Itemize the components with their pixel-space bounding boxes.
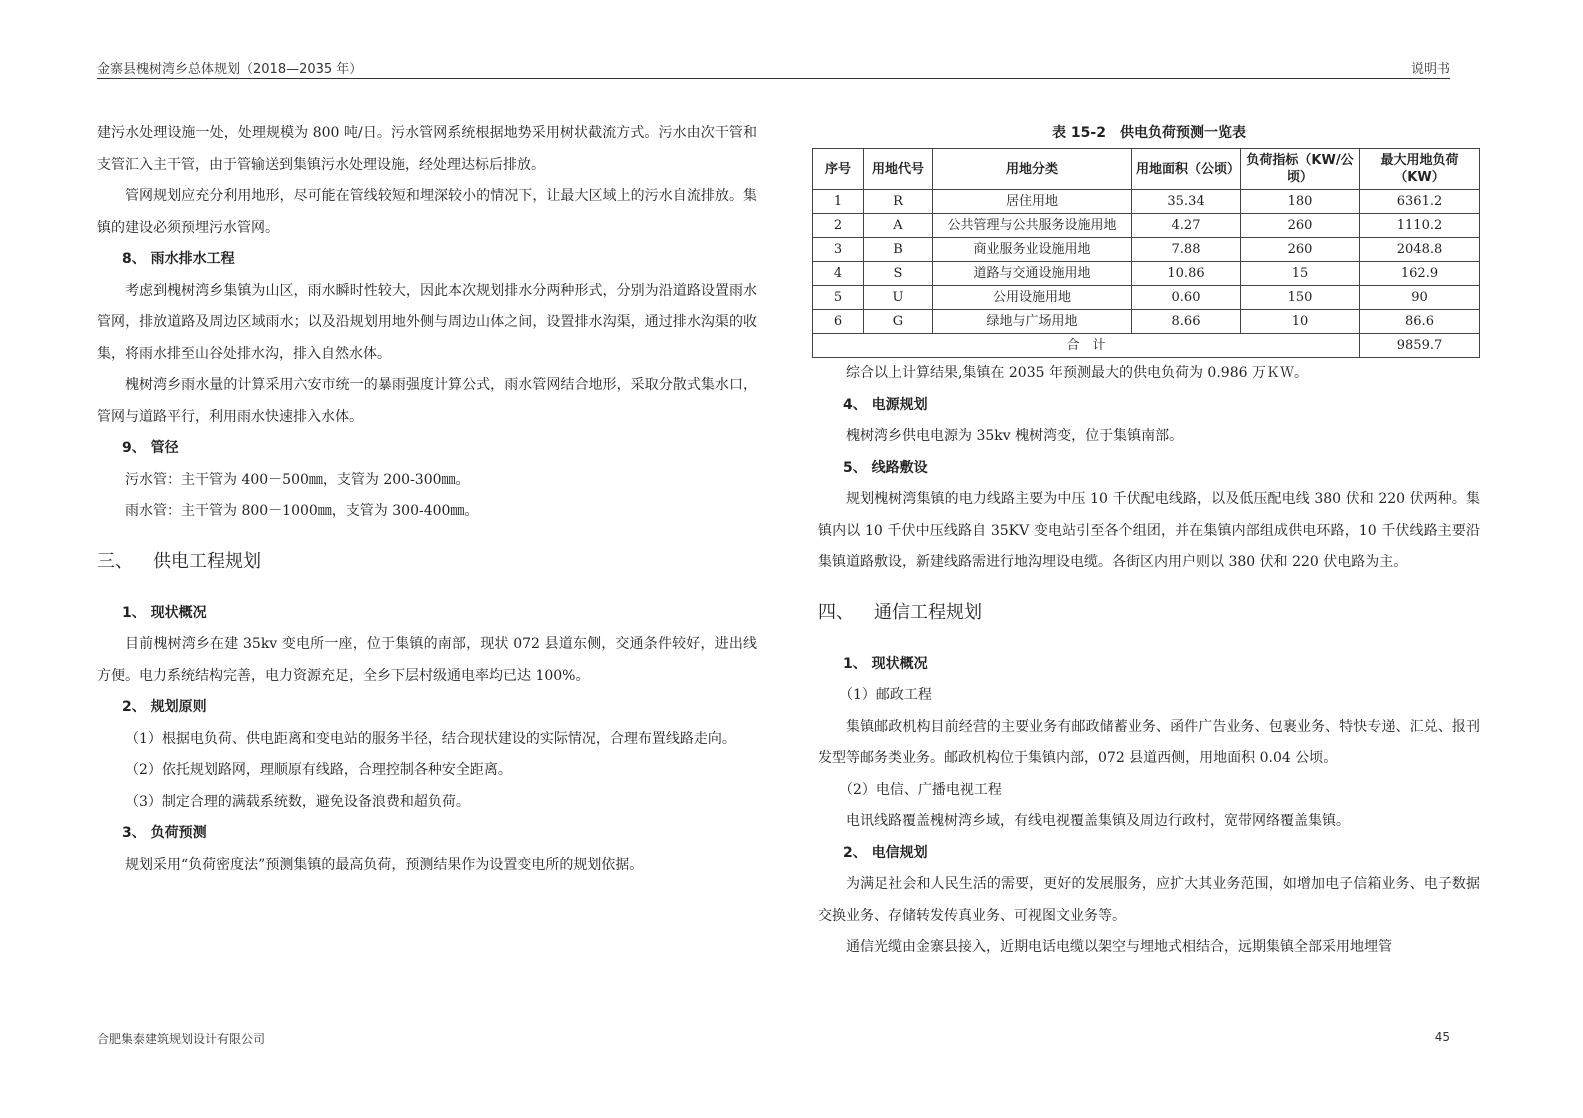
table-row [813,310,1480,334]
paragraph: 为满足社会和人民生活的需要，更好的发展服务，应扩大其业务范围，如增加电子信箱业务、电子数据交换业务、存储转发传真业务、可视图文业务等。 [818,876,1480,924]
paragraph: 管网规划应充分利用地形，尽可能在管线较短和埋深较小的情况下，让最大区域上的污水自流排放。集镇的建设必须预埋污水管网。 [97,188,757,236]
table-cell: S [864,262,933,286]
total-label: 合 计 [813,334,1360,358]
table-cell: R [864,190,933,214]
table-cell: 260 [1241,214,1360,238]
paragraph: 集镇邮政机构目前经营的主要业务有邮政储蓄业务、函件广告业务、包裹业务、特快专递、汇兑、报刊发型等邮务类业务。邮政机构位于集镇内部，072 县道西侧，用地面积 0.04 公顷。 [818,718,1480,766]
chapter-number: 四、 [818,601,854,623]
table-cell: 公用设施用地 [933,286,1132,310]
column-header: 负荷指标（KW/公顷） [1241,149,1360,190]
section-heading: 1、 现状概况 [843,655,928,672]
chapter-heading [97,546,757,578]
table-cell: 公共管理与公共服务设施用地 [933,214,1132,238]
table-cell: 180 [1241,190,1360,214]
page-number: 45 [1434,1030,1450,1044]
table-total-row [813,334,1480,358]
table-cell: 10 [1241,310,1360,334]
table-row [813,286,1480,310]
paragraph: （3）制定合理的满载系统数，避免设备浪费和超负荷。 [125,793,470,810]
table-cell: 8.66 [1132,310,1241,334]
paragraph: 污水管：主干管为 400－500㎜，支管为 200-300㎜。 [125,471,470,488]
chapter-title: 供电工程规划 [153,550,261,572]
table-row [813,214,1480,238]
table-cell: 4 [813,262,864,286]
paragraph: 目前槐树湾乡在建 35kv 变电所一座，位于集镇的南部，现状 072 县道东侧，交通条件较好，进出线方便。电力系统结构完善，电力资源充足，全乡下层村级通电率均已达 100%。 [97,636,757,684]
paragraph: 建污水处理设施一处，处理规模为 800 吨/日。污水管网系统根据地势采用树状截流方式。污水由次干管和支管汇入主干管，由于管输送到集镇污水处理设施，经处理达标后排放。 [97,125,757,173]
table-cell: 150 [1241,286,1360,310]
section-heading: 8、 雨水排水工程 [122,251,235,267]
table-cell: 35.34 [1132,190,1241,214]
paragraph: 规划槐树湾集镇的电力线路主要为中压 10 千伏配电线路，以及低压配电线 380 伏和 220 伏两种。集镇内以 10 千伏中压线路自 35KV 变电站引至各个组团，并在集镇内部组成供电环路，10 千伏线路主要沿集镇道路敷设，新建线路需进行地沟埋设电缆。各街区内用户则以 380 伏和 220 伏电路为主。 [818,491,1480,570]
table-cell: 6361.2 [1360,190,1480,214]
table-cell: 90 [1360,286,1480,310]
table-cell: 10.86 [1132,262,1241,286]
section-heading: 4、 电源规划 [843,396,928,413]
section-heading: 5、 线路敷设 [843,459,928,476]
power-load-table [812,148,1480,358]
table-header-row [813,149,1480,190]
section-heading: 3、 负荷预测 [122,825,207,841]
running-header-doc-type: 说明书 [1410,62,1450,77]
subsection-heading: （2）电信、广播电视工程 [839,781,1002,798]
paragraph: （1）根据电负荷、供电距离和变电站的服务半径，结合现状建设的实际情况，合理布置线路走向。 [125,730,736,747]
table-cell: 2 [813,214,864,238]
header-rule [97,78,1450,79]
section-heading: 2、 电信规划 [843,844,928,861]
table-cell: 5 [813,286,864,310]
section-heading: 1、 现状概况 [122,604,207,621]
section-heading: 2、 规划原则 [122,699,207,715]
column-header: 最大用地负荷（KW） [1360,149,1480,190]
table-cell: U [864,286,933,310]
paragraph: 槐树湾乡雨水量的计算采用六安市统一的暴雨强度计算公式，雨水管网结合地形，采取分散式集水口，管网与道路平行，利用雨水快速排入水体。 [97,377,757,425]
column-header: 用地面积（公顷） [1132,149,1241,190]
table-cell: 道路与交通设施用地 [933,262,1132,286]
running-header-title: 金寨县槐树湾乡总体规划（2018—2035 年） [97,62,363,77]
column-header: 用地分类 [933,149,1132,190]
paragraph: 考虑到槐树湾乡集镇为山区，雨水瞬时性较大，因此本次规划排水分两种形式，分别为沿道路设置雨水管网，排放道路及周边区域雨水；以及沿规划用地外侧与周边山体之间，设置排水沟渠，通过排水沟渠的收集，将雨水排至山谷处排水沟，排入自然水体。 [97,282,757,362]
table-cell: 15 [1241,262,1360,286]
total-value: 9859.7 [1360,334,1480,358]
table-cell: 1110.2 [1360,214,1480,238]
paragraph: 通信光缆由金寨县接入，近期电话电缆以架空与埋地式相结合，远期集镇全部采用地埋管 [846,939,1392,955]
paragraph: 雨水管：主干管为 800－1000㎜，支管为 300-400㎜。 [125,503,479,519]
paragraph: 槐树湾乡供电电源为 35kv 槐树湾变，位于集镇南部。 [846,428,1184,444]
column-header: 用地代号 [864,149,933,190]
paragraph: （2）依托规划路网，理顺原有线路，合理控制各种安全距离。 [125,762,512,778]
column-header: 序号 [813,149,864,190]
table-cell: 86.6 [1360,310,1480,334]
subsection-heading: （1）邮政工程 [839,687,932,703]
table-cell: 0.60 [1132,286,1241,310]
table-cell: 居住用地 [933,190,1132,214]
table-cell: 绿地与广场用地 [933,310,1132,334]
table-cell: 162.9 [1360,262,1480,286]
table-cell: 商业服务业设施用地 [933,238,1132,262]
table-cell: B [864,238,933,262]
paragraph: 综合以上计算结果,集镇在 2035 年预测最大的供电负荷为 0.986 万ＫＷ。 [846,365,1308,381]
table-title: 表 15-2 供电负荷预测一览表 [1052,125,1246,141]
left-column [97,118,757,881]
paragraph: 电讯线路覆盖槐树湾乡域，有线电视覆盖集镇及周边行政村，宽带网络覆盖集镇。 [846,813,1350,829]
table-cell: 1 [813,190,864,214]
table-cell: 2048.8 [1360,238,1480,262]
chapter-title: 通信工程规划 [874,601,982,623]
table-cell: 3 [813,238,864,262]
table-cell: 4.27 [1132,214,1241,238]
section-heading: 9、 管径 [122,440,179,456]
table-cell: A [864,214,933,238]
table-cell: G [864,310,933,334]
table-cell: 260 [1241,238,1360,262]
table-row [813,262,1480,286]
right-column [818,118,1480,964]
chapter-number: 三、 [97,550,133,572]
footer-company: 合肥集泰建筑规划设计有限公司 [97,1032,266,1046]
paragraph: 规划采用“负荷密度法”预测集镇的最高负荷，预测结果作为设置变电所的规划依据。 [125,856,644,873]
chapter-heading [818,597,1480,629]
table-row [813,190,1480,214]
table-cell: 6 [813,310,864,334]
table-row [813,238,1480,262]
table-cell: 7.88 [1132,238,1241,262]
